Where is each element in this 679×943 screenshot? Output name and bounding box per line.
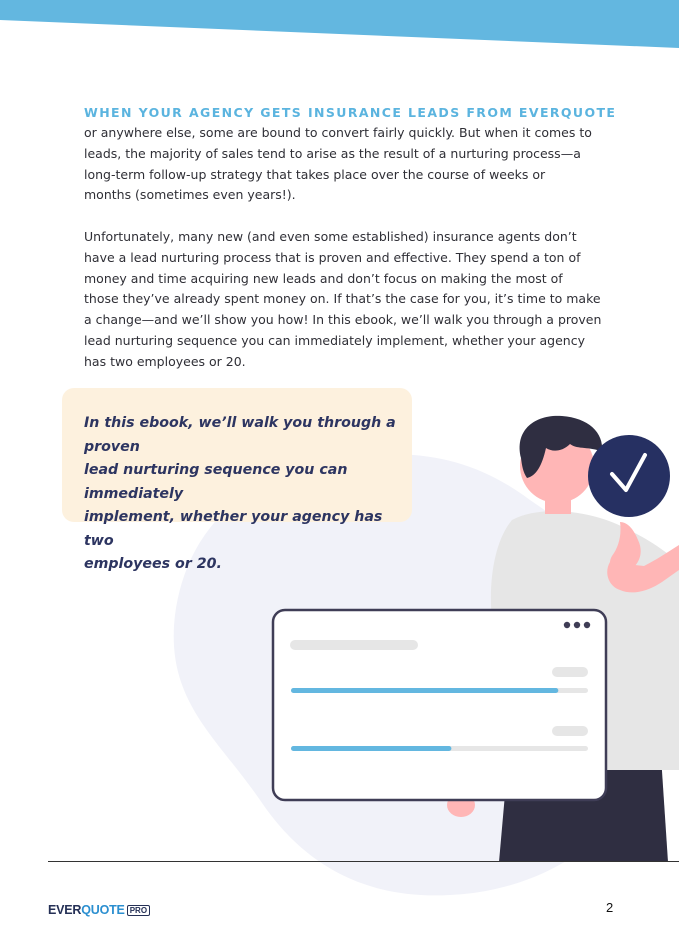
text-line: leads, the majority of sales tend to arise as the result of a nurturing process—a	[84, 145, 581, 161]
logo-text-ever: EVER	[48, 903, 82, 917]
footer-divider	[48, 861, 679, 862]
callout-line: lead nurturing sequence you can immediately	[84, 462, 348, 502]
text-line: lead nurturing sequence you can immediately implement, whether your agency	[84, 332, 585, 348]
logo-pro-badge: PRO	[127, 905, 150, 916]
text-line: a change—and we’ll show you how! In this ebook, we’ll walk you through a proven	[84, 312, 602, 328]
text-line: Unfortunately, many new (and even some established) insurance agents don’t	[84, 229, 577, 244]
section-heading: WHEN YOUR AGENCY GETS INSURANCE LEADS FROM EVERQUOTE	[84, 105, 617, 120]
callout-line: implement, whether your agency has two	[84, 509, 383, 549]
text-line: those they’ve already spent money on. If that’s the case for you, it’s time to make	[84, 291, 601, 307]
text-line: or anywhere else, some are bound to convert fairly quickly. But when it comes to	[84, 125, 592, 140]
text-line: money and time acquiring new leads and don’t focus on making the most of	[84, 270, 563, 286]
more-dots-icon	[564, 622, 590, 628]
window-frame	[273, 610, 606, 800]
text-line: long-term follow-up strategy that takes place over the course of weeks or	[84, 166, 546, 182]
progress-window-card	[273, 610, 606, 800]
logo-text-quote: QUOTE	[81, 903, 125, 917]
text-line: months (sometimes even years!).	[84, 187, 296, 203]
bar-label-placeholder	[552, 667, 588, 677]
progress-fill	[291, 688, 558, 693]
text-line: have a lead nurturing process that is proven and effective. They spend a ton of	[84, 249, 581, 265]
callout-line: In this ebook, we’ll walk you through a proven	[84, 415, 396, 455]
bar-label-placeholder	[552, 726, 588, 736]
progress-fill	[291, 746, 451, 751]
checkmark-badge-circle	[588, 435, 670, 517]
text-line: has two employees or 20.	[84, 353, 246, 369]
window-title-placeholder	[290, 640, 418, 650]
page-number: 2	[606, 900, 614, 915]
callout-line: employees or 20.	[84, 556, 222, 572]
checkmark-badge	[588, 435, 670, 517]
everquote-pro-logo	[48, 902, 150, 918]
